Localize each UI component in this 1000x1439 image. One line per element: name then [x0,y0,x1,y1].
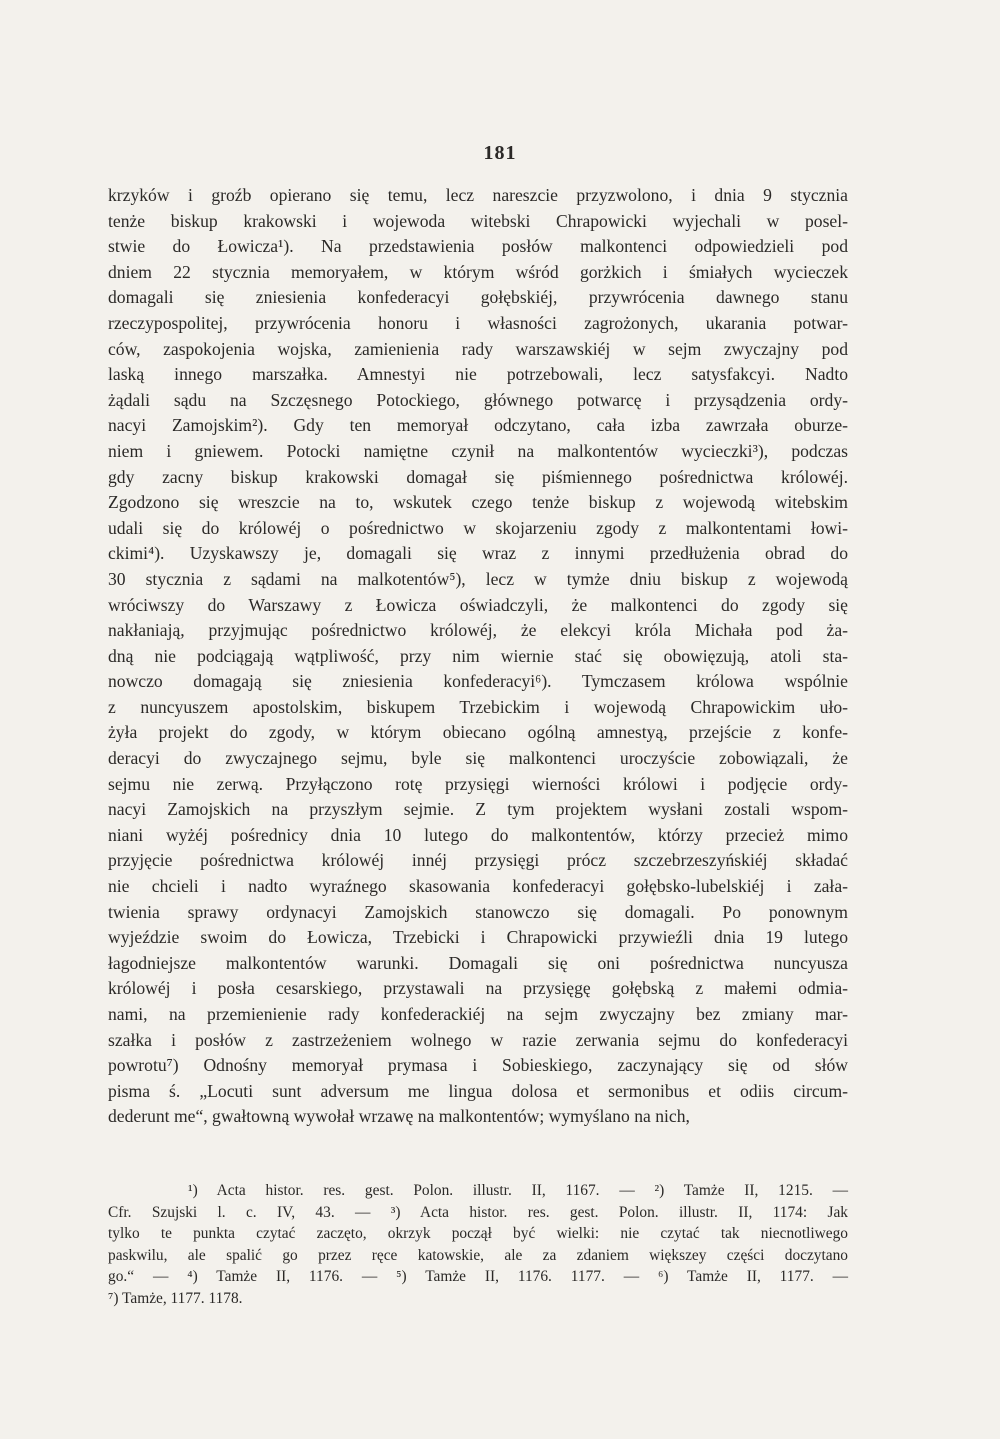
text-line: tenże biskup krakowski i wojewoda witebski Chrapowicki wyjechali w posel- [108,210,848,231]
text-line: Zgodzono się wreszcie na to, wskutek czego tenże biskup z wojewodą witebskim [108,492,848,513]
footnote-line: Cfr. Szujski l. c. IV, 43. — ³) Acta histor. res. gest. Polon. illustr. II, 1174: Jak [108,1203,848,1221]
text-line: wróciwszy do Warszawy z Łowicza oświadczyli, że malkontenci do zgody się [108,594,848,615]
text-line: nacyi Zamojskich na przyszłym sejmie. Z tym projektem wysłani zostali wspom- [108,799,848,820]
text-line: dederunt me“, gwałtowną wywołał wrzawę na malkontentów; wymyślano na nich, [108,1106,690,1127]
text-line: niani wyżéj pośrednicy dnia 10 lutego do malkontentów, którzy przecież mimo [108,824,848,845]
text-line: nakłaniają, przyjmując pośrednictwo królowéj, że elekcyi króla Michała pod ża- [108,620,848,641]
text-line: twienia sprawy ordynacyi Zamojskich stanowczo się domagali. Po ponownym [108,901,848,922]
footnote-line: tylko te punkta czytać zaczęto, okrzyk począł być wielki: nie czytać tak niecnotliwego [108,1225,848,1242]
text-line: ców, zaspokojenia wojska, zamienienia rady warszawskiéj w sejm zwyczajny pod [108,338,848,359]
text-line: ckimi⁴). Uzyskawszy je, domagali się wraz z innymi przedłużenia obrad do [108,543,848,564]
text-line: 30 stycznia z sądami na malkotentów⁵), lecz w tymże dniu biskup z wojewodą [108,568,848,589]
text-line: z nuncyuszem apostolskim, biskupem Trzebickim i wojewodą Chrapowickim uło- [108,696,848,717]
text-line: królowéj i posła cesarskiego, przystawali na przysięgę gołębską z małemi odmia- [108,978,848,999]
text-line: łagodniejsze malkontentów warunki. Domagali się oni pośrednictwa nuncyusza [108,952,848,973]
body-text [108,183,848,1130]
footnote-line: ¹) Acta histor. res. gest. Polon. illustr. II, 1167. — ²) Tamże II, 1215. — [188,1182,848,1199]
text-line: deracyi do zwyczajnego sejmu, byle się malkontenci uroczyście zobowiązali, że [108,748,848,769]
text-line: szałka i posłów z zastrzeżeniem wolnego w razie zerwania sejmu do konfederacyi [108,1029,848,1050]
text-line: nowczo domagają się zniesienia konfederacyi⁶). Tymczasem królowa wspólnie [108,671,848,692]
text-line: udali się do królowéj o pośrednictwo w skojarzeniu zgody z malkontentami łowi- [108,517,848,538]
text-line: rzeczypospolitej, przywrócenia honoru i własności zagrożonych, ukarania potwar- [108,312,848,333]
text-line: nie chcieli i nadto wyraźnego skasowania konfederacyi gołębsko-lubelskiéj i zała- [108,876,848,897]
page-number: 181 [483,142,517,164]
text-line: pisma ś. „Locuti sunt adversum me lingua dolosa et sermonibus et odiis circum- [108,1080,848,1101]
text-line: przyjęcie pośrednictwa królowéj innéj przysięgi prócz szczebrzeszyńskiéj składać [108,850,848,871]
text-line: niem i gniewem. Potocki namiętne czynił na malkontentów wycieczki³), podczas [108,440,848,461]
text-line: powrotu⁷) Odnośny memoryał prymasa i Sobieskiego, zaczynający się od słów [108,1055,848,1076]
text-line: wyjeździe swoim do Łowicza, Trzebicki i Chrapowicki przywieźli dnia 19 lutego [108,927,848,948]
text-line: krzyków i groźb opierano się temu, lecz nareszcie przyzwolono, i dnia 9 stycznia [108,185,848,205]
text-line: żądali sądu na Szczęsnego Potockiego, głównego potwarcę i przysądzenia ordy- [108,389,848,410]
text-line: domagali się zniesienia konfederacyi gołębskiéj, przywrócenia dawnego stanu [108,287,848,308]
footnote-line: ⁷) Tamże, 1177. 1178. [108,1289,243,1307]
text-line: gdy zacny biskup krakowski domagał się piśmiennego pośrednictwa królowéj. [108,466,848,487]
footnote-line: paskwilu, ale spalić go przez ręce katowskie, ale za zdaniem większey części doczytano [108,1246,848,1264]
text-line: stwie do Łowicza¹). Na przedstawienia posłów malkontenci odpowiedzieli pod [108,236,848,257]
text-line: dniem 22 stycznia memoryałem, w którym wśród gorżkich i śmiałych wycieczek [108,261,848,282]
footnote-line: go.“ — ⁴) Tamże II, 1176. — ⁵) Tamże II, 1176. 1177. — ⁶) Tamże II, 1177. — [108,1268,848,1285]
text-line: nami, na przemienienie rady konfederackiéj na sejm zwyczajny bez zmiany mar- [108,1004,848,1024]
text-line: żyła projekt do zgody, w którym obiecano ogólną amnestyą, przejście z konfe- [108,722,848,743]
text-line: nacyi Zamojskim²). Gdy ten memoryał odczytano, cała izba zawrzała oburze- [108,415,848,436]
text-line: dną nie podciągają wątpliwość, przy nim wiernie stać się obowięzują, atoli sta- [108,645,848,666]
footnotes [108,1180,848,1309]
text-line: sejmu nie zerwą. Przyłączono rotę przysięgi wierności królowi i podjęcie ordy- [108,773,848,794]
text-line: laską innego marszałka. Amnestyi nie potrzebowali, lecz satysfakcyi. Nadto [108,364,848,385]
